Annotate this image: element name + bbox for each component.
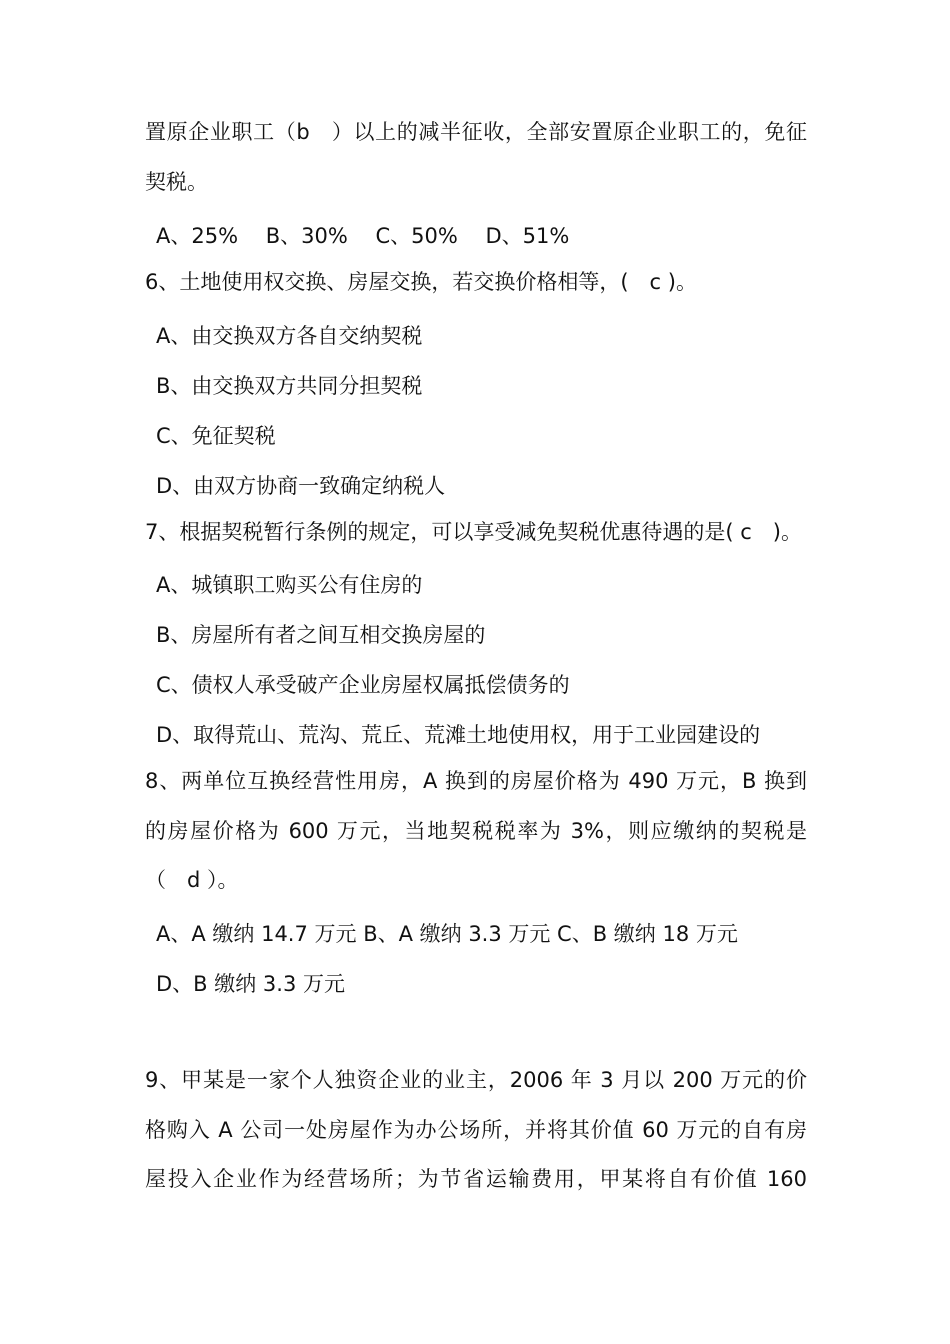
q7-option-d: D、取得荒山、荒沟、荒丘、荒滩土地使用权，用于工业园建设的 [156,723,761,747]
q8-options-line-2: D、B 缴纳 3.3 万元 [156,972,345,996]
q7-option-b: B、房屋所有者之间互相交换房屋的 [156,623,486,647]
q6-option-d: D、由双方协商一致确定纳税人 [156,474,446,498]
q9-question-line-1: 9、甲某是一家个人独资企业的业主，2006 年 3 月以 200 万元的价 [145,1068,807,1092]
q6-option-c: C、免征契税 [156,424,276,448]
q7-option-c: C、债权人承受破产企业房屋权属抵偿债务的 [156,673,570,697]
q8-question-line-1: 8、两单位互换经营性用房，A 换到的房屋价格为 490 万元，B 换到 [145,769,807,793]
q6-question: 6、土地使用权交换、房屋交换，若交换价格相等，( c )。 [145,270,697,294]
q8-question-line-3: （ d ）。 [145,868,239,892]
q8-question-line-2: 的房屋价格为 600 万元，当地契税税率为 3%，则应缴纳的契税是 [145,819,807,843]
q5-continuation-line-1: 置原企业职工（b ）以上的减半征收，全部安置原企业职工的，免征 [145,120,807,144]
q6-option-b: B、由交换双方共同分担契税 [156,374,423,398]
q7-question: 7、根据契税暂行条例的规定，可以享受减免契税优惠待遇的是( c )。 [145,520,802,544]
q9-question-line-3: 屋投入企业作为经营场所；为节省运输费用，甲某将自有价值 160 [145,1167,807,1191]
q7-option-a: A、城镇职工购买公有住房的 [156,573,423,597]
q5-continuation-line-2: 契税。 [145,170,208,194]
q6-option-a: A、由交换双方各自交纳契税 [156,324,423,348]
q5-options: A、25% B、30% C、50% D、51% [156,224,570,248]
q8-options-line-1: A、A 缴纳 14.7 万元 B、A 缴纳 3.3 万元 C、B 缴纳 18 万元 [156,922,738,946]
q9-question-line-2: 格购入 A 公司一处房屋作为办公场所，并将其价值 60 万元的自有房 [145,1118,807,1142]
